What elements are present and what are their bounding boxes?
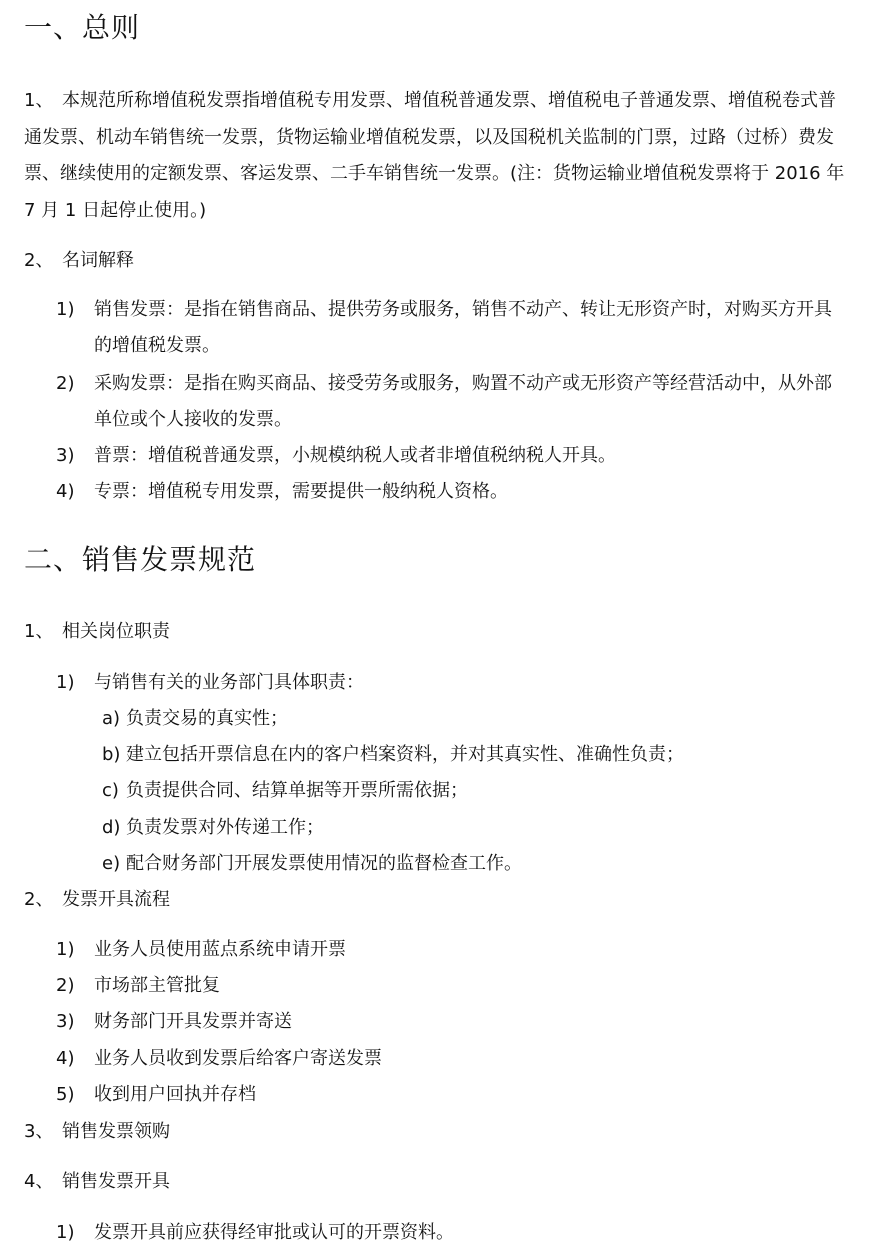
list-text-continued: 的增值税发票。 <box>94 335 220 356</box>
section-heading-general: 一、总则 <box>24 11 141 44</box>
list-text: 与销售有关的业务部门具体职责： <box>94 672 364 693</box>
list-number: 2) <box>56 373 75 394</box>
paragraph-text: 相关岗位职责 <box>62 621 170 642</box>
paragraph-number: 1、 <box>24 621 54 642</box>
list-text: 发票开具前应获得经审批或认可的开票资料。 <box>94 1222 454 1243</box>
paragraph-number: 2、 <box>24 250 54 271</box>
sub-list-letter: b) <box>102 744 121 765</box>
paragraph-text: 销售发票领购 <box>62 1121 170 1142</box>
paragraph-line: 票、继续使用的定额发票、客运发票、二手车销售统一发票。(注：货物运输业增值税发票将于 2016 年 <box>24 163 845 184</box>
list-text: 业务人员使用蓝点系统申请开票 <box>94 939 346 960</box>
paragraph-text: 销售发票开具 <box>62 1171 170 1192</box>
sub-list-text: 建立包括开票信息在内的客户档案资料，并对其真实性、准确性负责； <box>126 744 684 765</box>
paragraph-line: 通发票、机动车销售统一发票，货物运输业增值税发票，以及国税机关监制的门票，过路（过桥）费发 <box>24 126 834 148</box>
list-number: 1) <box>56 1222 75 1243</box>
paragraph-number: 3、 <box>24 1121 54 1142</box>
list-text: 市场部主管批复 <box>94 975 220 996</box>
list-number: 1) <box>56 672 75 693</box>
list-number: 5) <box>56 1084 75 1105</box>
sub-list-letter: e) <box>102 853 121 874</box>
list-text: 专票：增值税专用发票，需要提供一般纳税人资格。 <box>94 481 508 502</box>
sub-list-text: 负责交易的真实性； <box>126 708 288 729</box>
list-text: 普票：增值税普通发票，小规模纳税人或者非增值税纳税人开具。 <box>94 445 616 466</box>
list-number: 2) <box>56 975 75 996</box>
list-text: 采购发票：是指在购买商品、接受劳务或服务，购置不动产或无形资产等经营活动中，从外部 <box>94 373 832 394</box>
list-text: 收到用户回执并存档 <box>94 1084 256 1105</box>
sub-list-text: 负责发票对外传递工作； <box>126 817 324 838</box>
list-text: 财务部门开具发票并寄送 <box>94 1011 292 1032</box>
list-number: 3) <box>56 1011 75 1032</box>
list-number: 4) <box>56 481 75 502</box>
list-text: 业务人员收到发票后给客户寄送发票 <box>94 1048 382 1069</box>
sub-list-text: 配合财务部门开展发票使用情况的监督检查工作。 <box>126 853 522 874</box>
paragraph-number: 1、 <box>24 90 54 111</box>
paragraph-invoice-definition <box>24 83 874 229</box>
paragraph-line: 7 月 1 日起停止使用。) <box>24 199 207 221</box>
list-number: 4) <box>56 1048 75 1069</box>
sub-list-letter: c) <box>102 780 119 801</box>
paragraph-text: 发票开具流程 <box>62 889 170 910</box>
sub-list-letter: d) <box>102 817 121 838</box>
paragraph-number: 2、 <box>24 889 54 910</box>
section-heading-sales-invoice: 二、销售发票规范 <box>24 543 257 576</box>
list-number: 3) <box>56 445 75 466</box>
paragraph-text: 名词解释 <box>62 250 134 271</box>
paragraph-line: 本规范所称增值税发票指增值税专用发票、增值税普通发票、增值税电子普通发票、增值税卷式普 <box>62 90 836 111</box>
list-text: 销售发票：是指在销售商品、提供劳务或服务，销售不动产、转让无形资产时，对购买方开具 <box>94 299 832 320</box>
sub-list-text: 负责提供合同、结算单据等开票所需依据； <box>126 780 468 801</box>
list-text-continued: 单位或个人接收的发票。 <box>94 409 292 430</box>
list-number: 1) <box>56 939 75 960</box>
list-number: 1) <box>56 299 75 320</box>
paragraph-number: 4、 <box>24 1171 54 1192</box>
sub-list-letter: a) <box>102 708 121 729</box>
